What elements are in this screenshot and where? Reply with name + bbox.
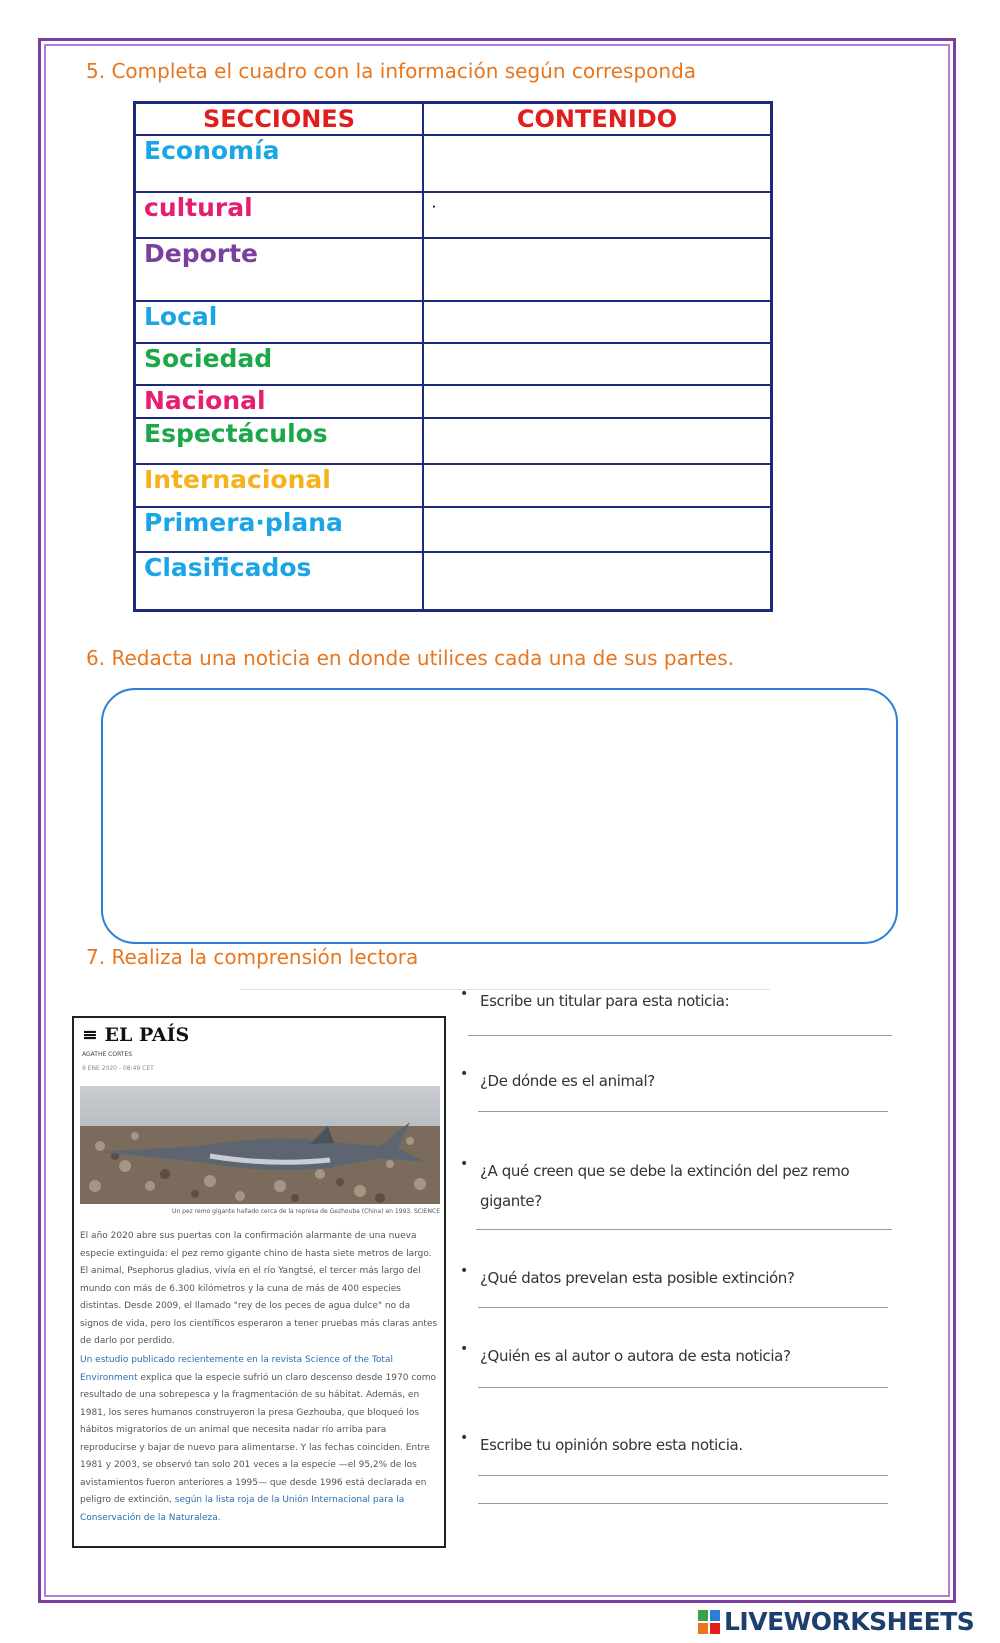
content-cell[interactable] [423,385,772,418]
question-text: Escribe tu opinión sobre esta noticia. [480,1436,743,1454]
section-label: Local [135,301,424,343]
question-5-heading: 5. Completa el cuadro con la información según corresponda [86,59,697,83]
bullet-icon: • [460,1430,469,1446]
content-cell[interactable] [423,238,772,301]
question-text: ¿Qué datos prevelan esta posible extinción? [480,1269,795,1287]
table-row [135,507,772,552]
header-secciones: SECCIONES [135,103,424,136]
article-paragraph-2 [80,1352,440,1527]
article-date: 9 ENE 2020 - 08:49 CET [82,1065,154,1072]
answer-line-1[interactable] [468,1035,892,1036]
sections-table [133,101,773,612]
answer-line-6b[interactable] [478,1503,888,1504]
question-text: ¿Quién es al autor o autora de esta noticia? [480,1347,791,1365]
bullet-icon: • [460,1066,469,1082]
section-label: Espectáculos [135,418,424,464]
table-header-row [135,103,772,136]
content-cell[interactable]: · [423,192,772,238]
bullet-icon: • [460,986,469,1002]
question-text: ¿A qué creen que se debe la extinción del pez remo gigante? [480,1162,850,1210]
content-cell[interactable] [423,301,772,343]
article-byline: AGATHE CORTES [82,1051,133,1058]
liveworksheets-brand: LIVEWORKSHEETS [724,1607,975,1636]
article-link-study[interactable]: Un estudio publicado recientemente en la revista Science of the Total Environment [80,1355,393,1383]
article-link-redlist[interactable]: según la lista roja de la Unión Internacional para la Conservación de la Naturaleza. [80,1495,405,1523]
news-writing-box[interactable] [101,688,898,944]
newspaper-logo: ≡ EL PAÍS [82,1024,190,1046]
bullet-icon: • [460,1156,469,1172]
section-label: Economía [135,135,424,192]
content-cell[interactable] [423,418,772,464]
answer-line-5[interactable] [478,1387,888,1388]
section-label: Clasificados [135,552,424,610]
table-row [135,464,772,507]
table-row [135,238,772,301]
header-contenido: CONTENIDO [423,103,772,136]
fish-photo [80,1086,440,1204]
table-row [135,418,772,464]
news-article-image [72,1016,446,1548]
answer-line-6a[interactable] [478,1475,888,1476]
question-text: ¿De dónde es el animal? [480,1072,655,1090]
table-row [135,552,772,610]
section-label: Primera·plana [135,507,424,552]
question-6-heading: 6. Redacta una noticia en donde utilices cada una de sus partes. [86,646,735,670]
answer-line-2[interactable] [478,1111,888,1112]
content-cell[interactable] [423,464,772,507]
table-row [135,343,772,385]
table-row [135,135,772,192]
liveworksheets-logo-icon [698,1610,720,1634]
section-label: cultural [135,192,424,238]
table-row [135,385,772,418]
question-7-heading: 7. Realiza la comprensión lectora [86,945,419,969]
photo-caption: Un pez remo gigante hallado cerca de la represa de Gezhouba (China) en 1993. SCIENCE [172,1208,440,1215]
content-cell[interactable] [423,552,772,610]
content-cell[interactable] [423,507,772,552]
bullet-icon: • [460,1341,469,1357]
table-row [135,301,772,343]
section-label: Deporte [135,238,424,301]
article-paragraph-1: El año 2020 abre sus puertas con la confirmación alarmante de una nueva especie extinguida: el pez remo gigante chino de hasta siete metros de largo. El animal, Psephorus gladius, vivía en el río Yangtsé, el tercer más largo del mundo con más de 6.300 kilómetros y la cuna de más de 400 especies distintas. Desde 2009, el llamado "rey de los peces de agua dulce" no da signos de vida, pero los científicos esperaron a tener pruebas más claras antes de darlo por perdido. [80,1231,438,1346]
answer-line-4[interactable] [478,1307,888,1308]
content-cell[interactable] [423,135,772,192]
section-label: Internacional [135,464,424,507]
question-text: Escribe un titular para esta noticia: [480,992,730,1010]
table-row [135,192,772,238]
article-paragraph-2-text: explica que la especie sufrió un claro descenso desde 1970 como resultado de una sobrepesca y la fragmentación de su hábitat. Además, en 1981, los seres humanos construyeron la presa Gezhouba, que bloqueó los hábitos migratorios de un animal que necesita nadar río arriba para reproducirse y bajar de nuevo para alimentarse. Y las fechas coinciden. Entre 1981 y 2003, se observó tan solo 201 veces a la especie —el 95,2% de los avistamientos fueron anteriores a 1995— que desde 1996 está declarada en peligro de extinción, [80,1372,437,1505]
answer-line-3[interactable] [476,1229,892,1230]
section-label: Nacional [135,385,424,418]
bullet-icon: • [460,1263,469,1279]
section-label: Sociedad [135,343,424,385]
content-cell[interactable] [423,343,772,385]
